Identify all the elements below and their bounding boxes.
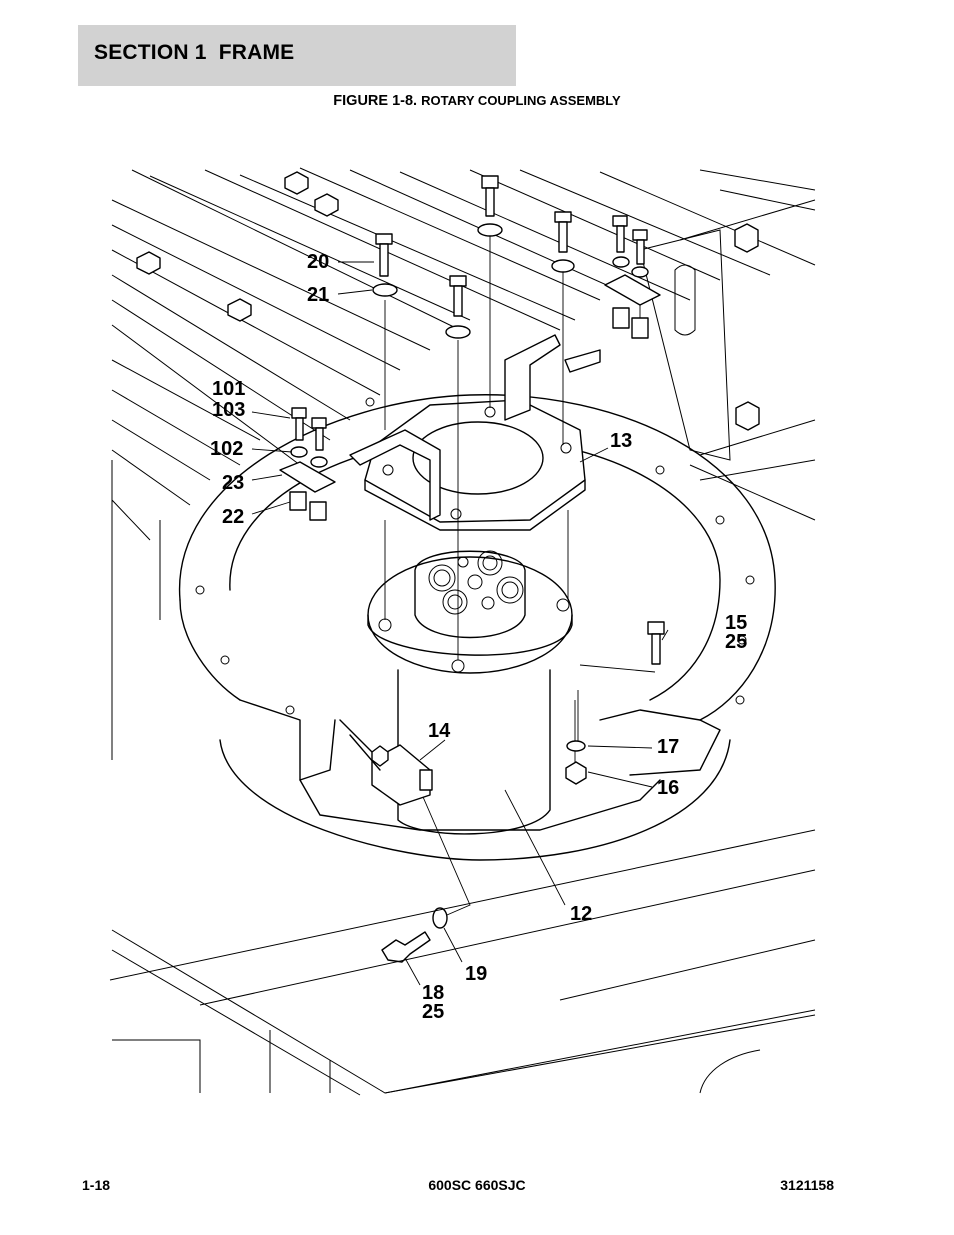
callout-15: 15 xyxy=(725,612,748,634)
lower-frame xyxy=(110,830,815,1095)
callout-14: 14 xyxy=(428,720,451,742)
callout-17: 17 xyxy=(657,736,680,758)
section-number: SECTION 1 xyxy=(94,41,207,64)
model-numbers: 600SC 660SJC xyxy=(428,1177,526,1193)
callout-25-lower: 25 xyxy=(422,1001,445,1023)
callout-13: 13 xyxy=(610,430,633,452)
callout-25-upper: 25 xyxy=(725,631,748,653)
callout-12: 12 xyxy=(570,903,593,925)
callout-102: 102 xyxy=(210,438,244,460)
callout-19: 19 xyxy=(465,963,488,985)
callout-21: 21 xyxy=(307,284,330,306)
section-name: FRAME xyxy=(218,41,295,64)
callout-22: 22 xyxy=(222,506,245,528)
callout-23: 23 xyxy=(222,472,245,494)
figure-title: ROTARY COUPLING ASSEMBLY xyxy=(421,93,621,108)
callout-18: 18 xyxy=(422,982,445,1004)
figure-number: FIGURE 1-8. xyxy=(333,93,418,109)
callout-101: 101 xyxy=(212,378,246,400)
document-number: 3121158 xyxy=(780,1177,834,1193)
callout-20: 20 xyxy=(307,251,330,273)
page-number: 1-18 xyxy=(82,1177,111,1193)
callout-16: 16 xyxy=(657,777,680,799)
callout-103: 103 xyxy=(212,399,246,421)
switch-bracket xyxy=(340,720,432,805)
